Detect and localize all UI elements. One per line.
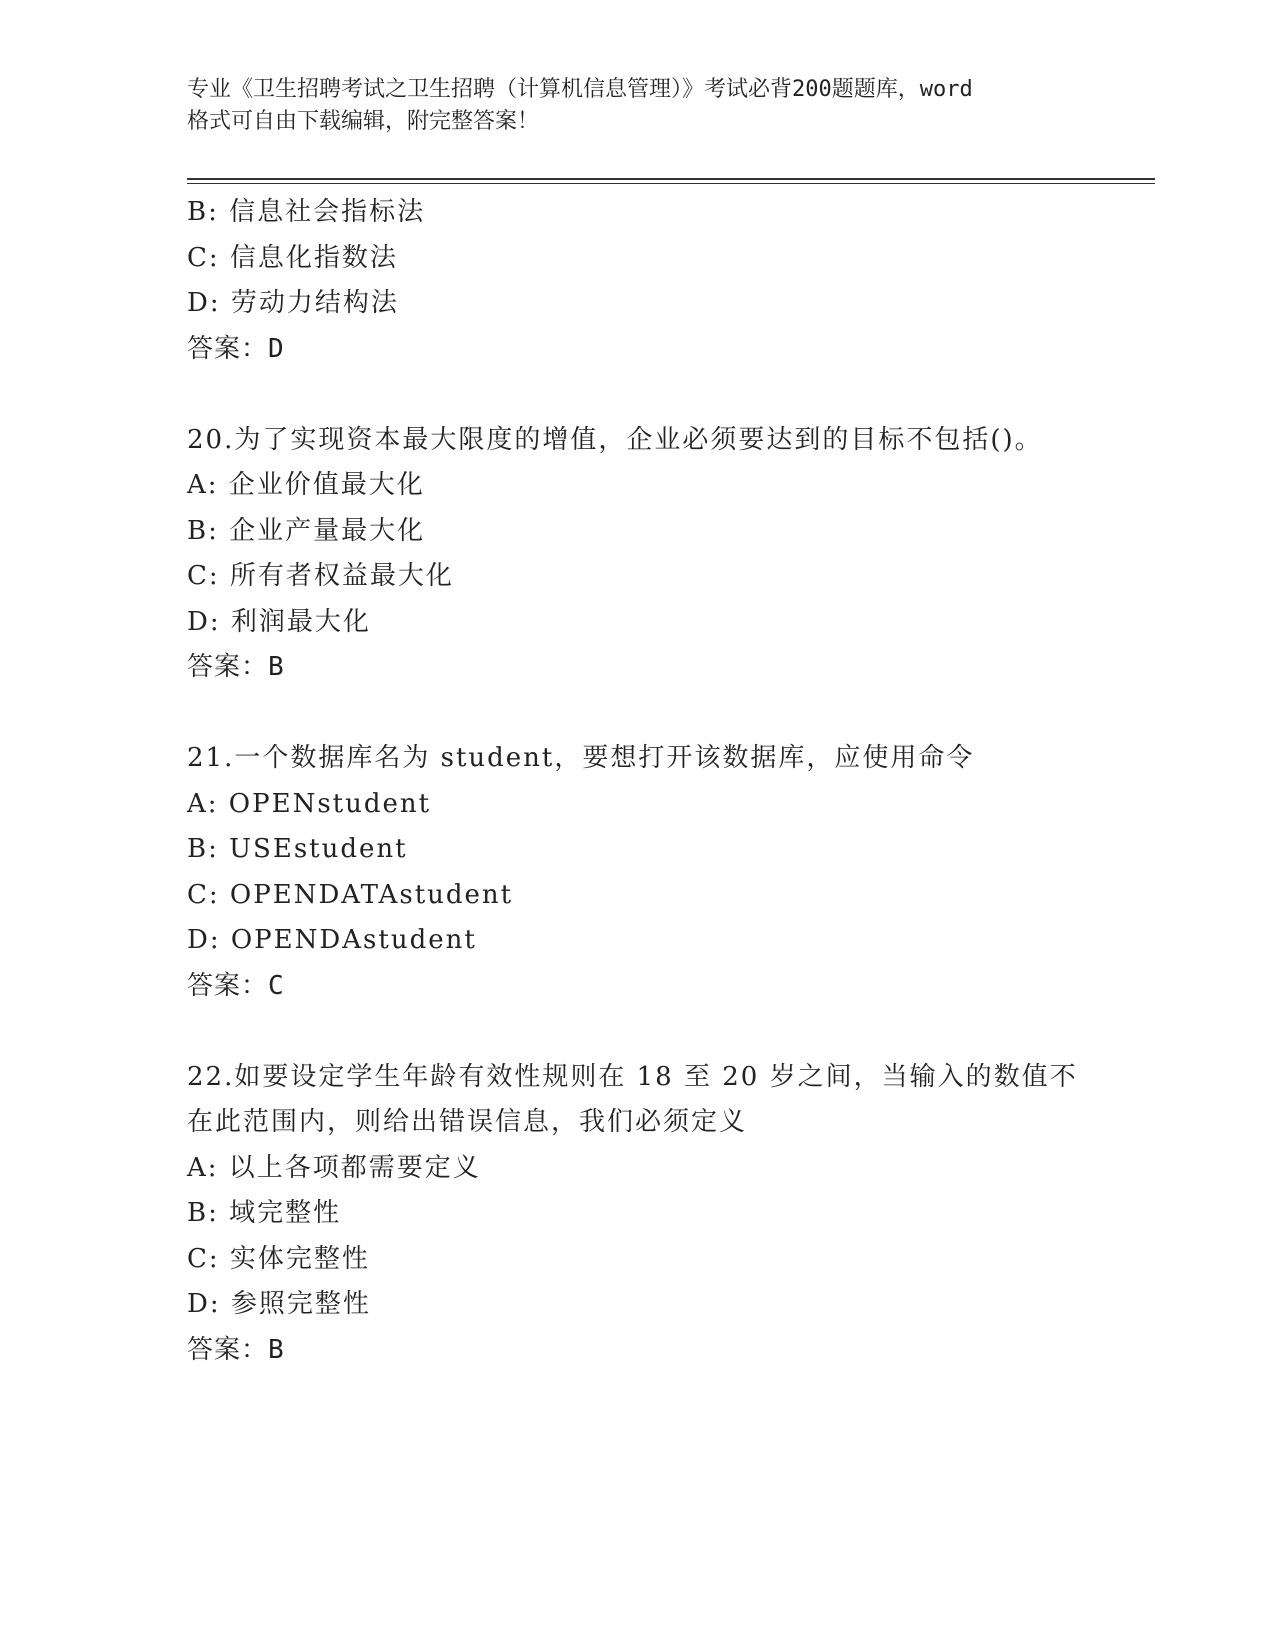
option-a: A: 企业价值最大化 xyxy=(187,470,425,500)
header-divider-thick xyxy=(187,178,1155,180)
option-c: C: 信息化指数法 xyxy=(187,242,398,273)
option-d: D: 利润最大化 xyxy=(187,606,371,637)
answer-line: 答案：B xyxy=(187,652,285,682)
header-title-line-1: 专业《卫生招聘考试之卫生招聘（计算机信息管理）》考试必背200题题库，word xyxy=(187,77,973,102)
option-d: D: OPENDAstudent xyxy=(187,925,477,955)
question-21 xyxy=(187,736,1155,1009)
document-page xyxy=(187,0,1155,1650)
option-b: B: 域完整性 xyxy=(187,1198,342,1228)
option-a: A: OPENstudent xyxy=(187,788,432,819)
question-text: 20.为了实现资本最大限度的增值，企业必须要达到的目标不包括()。 xyxy=(187,424,1043,455)
document-header xyxy=(187,74,1087,138)
question-text-line-1: 22.如要设定学生年龄有效性规则在 18 至 20 岁之间，当输入的数值不 xyxy=(187,1061,1078,1092)
option-a: A: 以上各项都需要定义 xyxy=(187,1152,481,1183)
option-c: C: 实体完整性 xyxy=(187,1243,370,1274)
question-spacer xyxy=(187,1009,1155,1055)
question-spacer xyxy=(187,691,1155,737)
header-title-line-2: 格式可自由下载编辑，附完整答案！ xyxy=(187,109,540,134)
question-19 xyxy=(187,190,1155,372)
option-d: D: 劳动力结构法 xyxy=(187,288,399,318)
question-text: 21.一个数据库名为 student，要想打开该数据库，应使用命令 xyxy=(187,743,975,773)
answer-line: 答案：D xyxy=(187,333,285,364)
question-list xyxy=(187,190,1155,1373)
question-text-line-2: 在此范围内，则给出错误信息，我们必须定义 xyxy=(187,1107,748,1137)
option-c: C: 所有者权益最大化 xyxy=(187,561,454,591)
option-b: B: 企业产量最大化 xyxy=(187,515,426,546)
option-b: B: USEstudent xyxy=(187,834,408,864)
header-divider-thin xyxy=(187,183,1155,184)
answer-line: 答案：C xyxy=(187,970,285,1001)
option-d: D: 参照完整性 xyxy=(187,1289,371,1319)
answer-line: 答案：B xyxy=(187,1334,285,1365)
question-20 xyxy=(187,418,1155,691)
option-c: C: OPENDATAstudent xyxy=(187,879,514,910)
question-22 xyxy=(187,1055,1155,1374)
option-b: B: 信息社会指标法 xyxy=(187,197,426,227)
question-spacer xyxy=(187,372,1155,418)
